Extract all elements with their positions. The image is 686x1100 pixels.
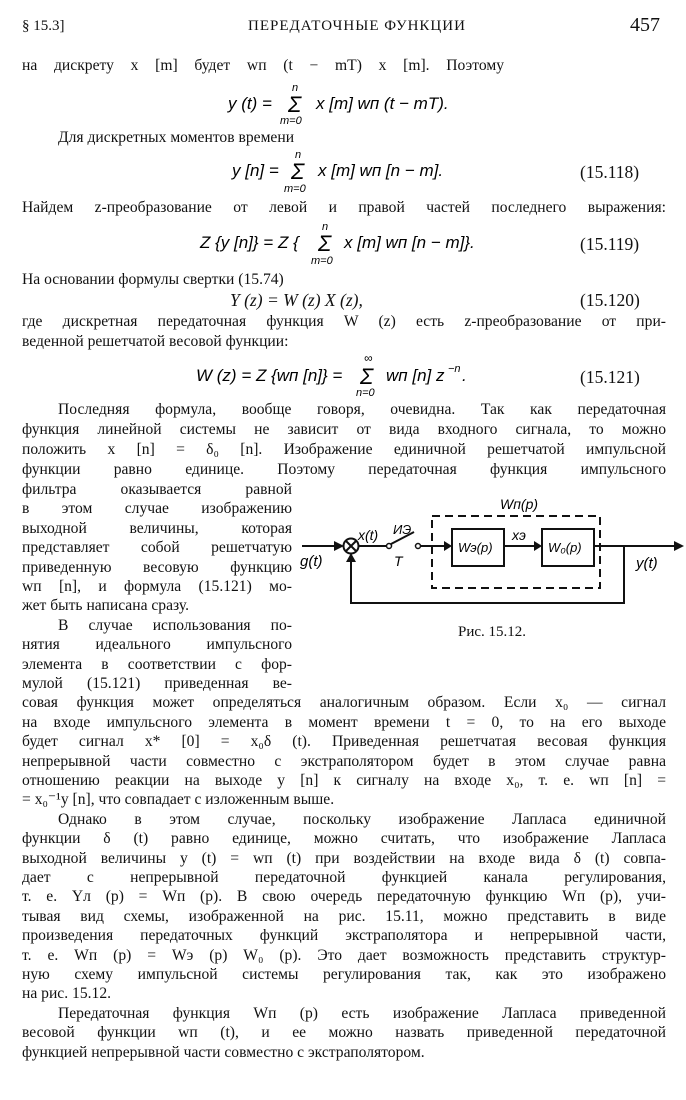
paragraph-6-line-5: отношению реакции на выходе y [n] к сигналу на входе x₀, т. е. wп [n] = <box>22 772 666 789</box>
svg-text:m=0: m=0 <box>284 183 306 195</box>
paragraph-5-line-4: функции равно единице. Поэтому передаточная функция импульсного <box>22 461 666 478</box>
paragraph-7-line-5: т. е. Yл (p) = Wп (p). В свою очередь передаточную функцию Wп (p), учи- <box>22 888 666 906</box>
input-label: g(t) <box>300 553 323 570</box>
paragraph-7-line-9: ную схему импульсной системы регулирования так, как это изображено <box>22 966 666 983</box>
figure-caption: Рис. 15.12. <box>458 624 527 640</box>
svg-text:Σ: Σ <box>360 364 374 389</box>
svg-text:n: n <box>292 82 299 94</box>
equation-118-number: (15.118) <box>580 162 640 182</box>
equation-118 <box>0 146 686 196</box>
header-section: § 15.3] <box>22 18 65 34</box>
equation-121 <box>0 350 686 400</box>
paragraph-6-line-4: непрерывной части совместно с экстраполятором будет в этом случае равна <box>22 752 666 770</box>
paragraph-6-line-1: совая функция может определяться аналогичным образом. Если x₀ — сигнал <box>22 694 666 712</box>
svg-text:wп [n] z: wп [n] z <box>386 366 445 385</box>
we-label: Wэ(p) <box>458 540 493 555</box>
equation-120: Y (z) = W (z) X (z), <box>230 290 363 310</box>
paragraph-4-line-1: где дискретная передаточная функция W (z) есть z-преобразование от при- <box>22 313 666 330</box>
ie-label: ИЭ <box>393 522 412 537</box>
paragraph-7-line-3: выходной величины y (t) = wп (t) при воздействии на входе вида δ (t) совпа- <box>22 849 666 867</box>
paragraph-5-line-1: Последняя формула, вообще говоря, очевидна. Так как передаточная <box>58 401 666 418</box>
paragraph-5-line-2: функция линейной системы не зависит от вида входного сигнала, то можно <box>22 421 666 438</box>
equation-119 <box>0 218 686 268</box>
equation-119-number: (15.119) <box>580 234 640 254</box>
svg-text:.: . <box>462 366 467 385</box>
paragraph-7-line-4: дает с непрерывной передаточной функцией канала регулирования, <box>22 869 666 886</box>
paragraph-6-line-6: = x₀⁻¹y [n], что совпадает с изложенным выше. <box>22 791 335 809</box>
paragraph-6-side-2: нятия идеального импульсного <box>22 636 292 654</box>
paragraph-2: Найдем z-преобразование от левой и правой частей последнего выражения: <box>22 199 666 216</box>
paragraph-5-side-7: жет быть написана сразу. <box>22 597 189 615</box>
paragraph-8-line-3: функцией непрерывной части совместно с экстраполятором. <box>22 1043 425 1061</box>
output-label: y(t) <box>636 555 658 572</box>
paragraph-7-line-6: тывая вид схемы, изображенной на рис. 15.11, можно представить в виде <box>22 907 666 925</box>
svg-text:n=0: n=0 <box>356 387 375 399</box>
svg-text:Σ: Σ <box>288 92 302 117</box>
paragraph-5-side-5: приведенную весовую функцию <box>22 558 292 576</box>
svg-text:Σ: Σ <box>291 159 305 184</box>
paragraph-8-line-2: весовой функции wп (t), и ее можно назвать приведенной передаточной <box>22 1024 666 1042</box>
svg-text:x [m] wп (t − mT).: x [m] wп (t − mT). <box>316 94 449 113</box>
equation-yt <box>0 80 686 126</box>
paragraph-7-line-2: функции δ (t) равно единице, можно считать, что изображение Лапласа <box>22 830 666 848</box>
paragraph-5-line-3: положить x [n] = δ₀ [n]. Изображение единичной решетчатой импульсной <box>22 441 666 458</box>
page-number: 457 <box>630 14 660 36</box>
equation-120-number: (15.120) <box>580 290 640 310</box>
svg-text:y (t) =: y (t) = <box>228 94 272 113</box>
svg-text:x [m] wп [n − m]}.: x [m] wп [n − m]}. <box>344 233 475 252</box>
paragraph-3: На основании формулы свертки (15.74) <box>22 271 284 288</box>
paragraph-7-line-8: т. е. Wп (p) = Wэ (p) W₀ (p). Это дает возможность представить структур- <box>22 946 666 964</box>
header-title: ПЕРЕДАТОЧНЫЕ ФУНКЦИИ <box>248 18 466 34</box>
paragraph-5-side-2: в этом случае изображению <box>22 500 292 518</box>
svg-text:m=0: m=0 <box>280 115 302 126</box>
paragraph-6-side-3: элемента в соответствии с фор- <box>22 655 292 673</box>
paragraph-6-side-1: В случае использования по- <box>58 616 292 634</box>
svg-text:n: n <box>295 149 302 161</box>
t-label: T <box>394 553 403 569</box>
svg-text:W (z) = Z {wп [n]} =: W (z) = Z {wп [n]} = <box>196 366 343 385</box>
xt-label: x(t) <box>358 527 379 543</box>
paragraph-5-side-1: фильтра оказывается равной <box>22 481 292 498</box>
svg-text:n: n <box>322 221 329 233</box>
xe-label: xэ <box>512 527 526 543</box>
paragraph-5-side-3: выходной величины, которая <box>22 519 292 537</box>
wo-label: W₀(p) <box>548 540 582 555</box>
paragraph-6-side-4: мулой (15.121) приведенная ве- <box>22 675 292 692</box>
paragraph-5-side-4: представляет собой решетчатую <box>22 539 292 557</box>
paragraph-6-line-3: будет сигнал x* [0] = x₀δ (t). Приведенная решетчатая весовая функция <box>22 733 666 751</box>
svg-text:y [n] =: y [n] = <box>232 161 279 180</box>
paragraph-5-side-6: wп [n], и формула (15.121) мо- <box>22 578 292 595</box>
svg-text:m=0: m=0 <box>311 255 333 267</box>
svg-text:x [m] wп [n − m].: x [m] wп [n − m]. <box>318 161 444 180</box>
wp-label: Wп(p) <box>500 496 539 512</box>
paragraph-1: Для дискретных моментов времени <box>58 129 295 146</box>
paragraph-7-line-1: Однако в этом случае, поскольку изображение Лапласа единичной <box>58 810 666 828</box>
paragraph-6-line-2: на входе импульсного элемента в момент времени t = 0, то на его выходе <box>22 713 666 731</box>
equation-yt-render <box>0 80 686 126</box>
paragraph-8-line-1: Передаточная функция Wп (p) есть изображение Лапласа приведенной <box>58 1004 666 1022</box>
paragraph-4-line-2: веденной решетчатой весовой функции: <box>22 333 289 350</box>
svg-text:Z {y [n]} = Z {: Z {y [n]} = Z { <box>200 233 299 252</box>
svg-text:−n: −n <box>448 363 461 375</box>
svg-text:Σ: Σ <box>318 231 332 256</box>
paragraph-7-line-7: произведения передаточных функций экстраполятора и непрерывной части, <box>22 927 666 945</box>
equation-121-number: (15.121) <box>580 367 640 387</box>
svg-text:∞: ∞ <box>364 351 373 365</box>
paragraph-7-line-10: на рис. 15.12. <box>22 985 112 1003</box>
paragraph-0: на дискрету x [m] будет wп (t − mT) x [m]. Поэтому <box>22 57 504 74</box>
